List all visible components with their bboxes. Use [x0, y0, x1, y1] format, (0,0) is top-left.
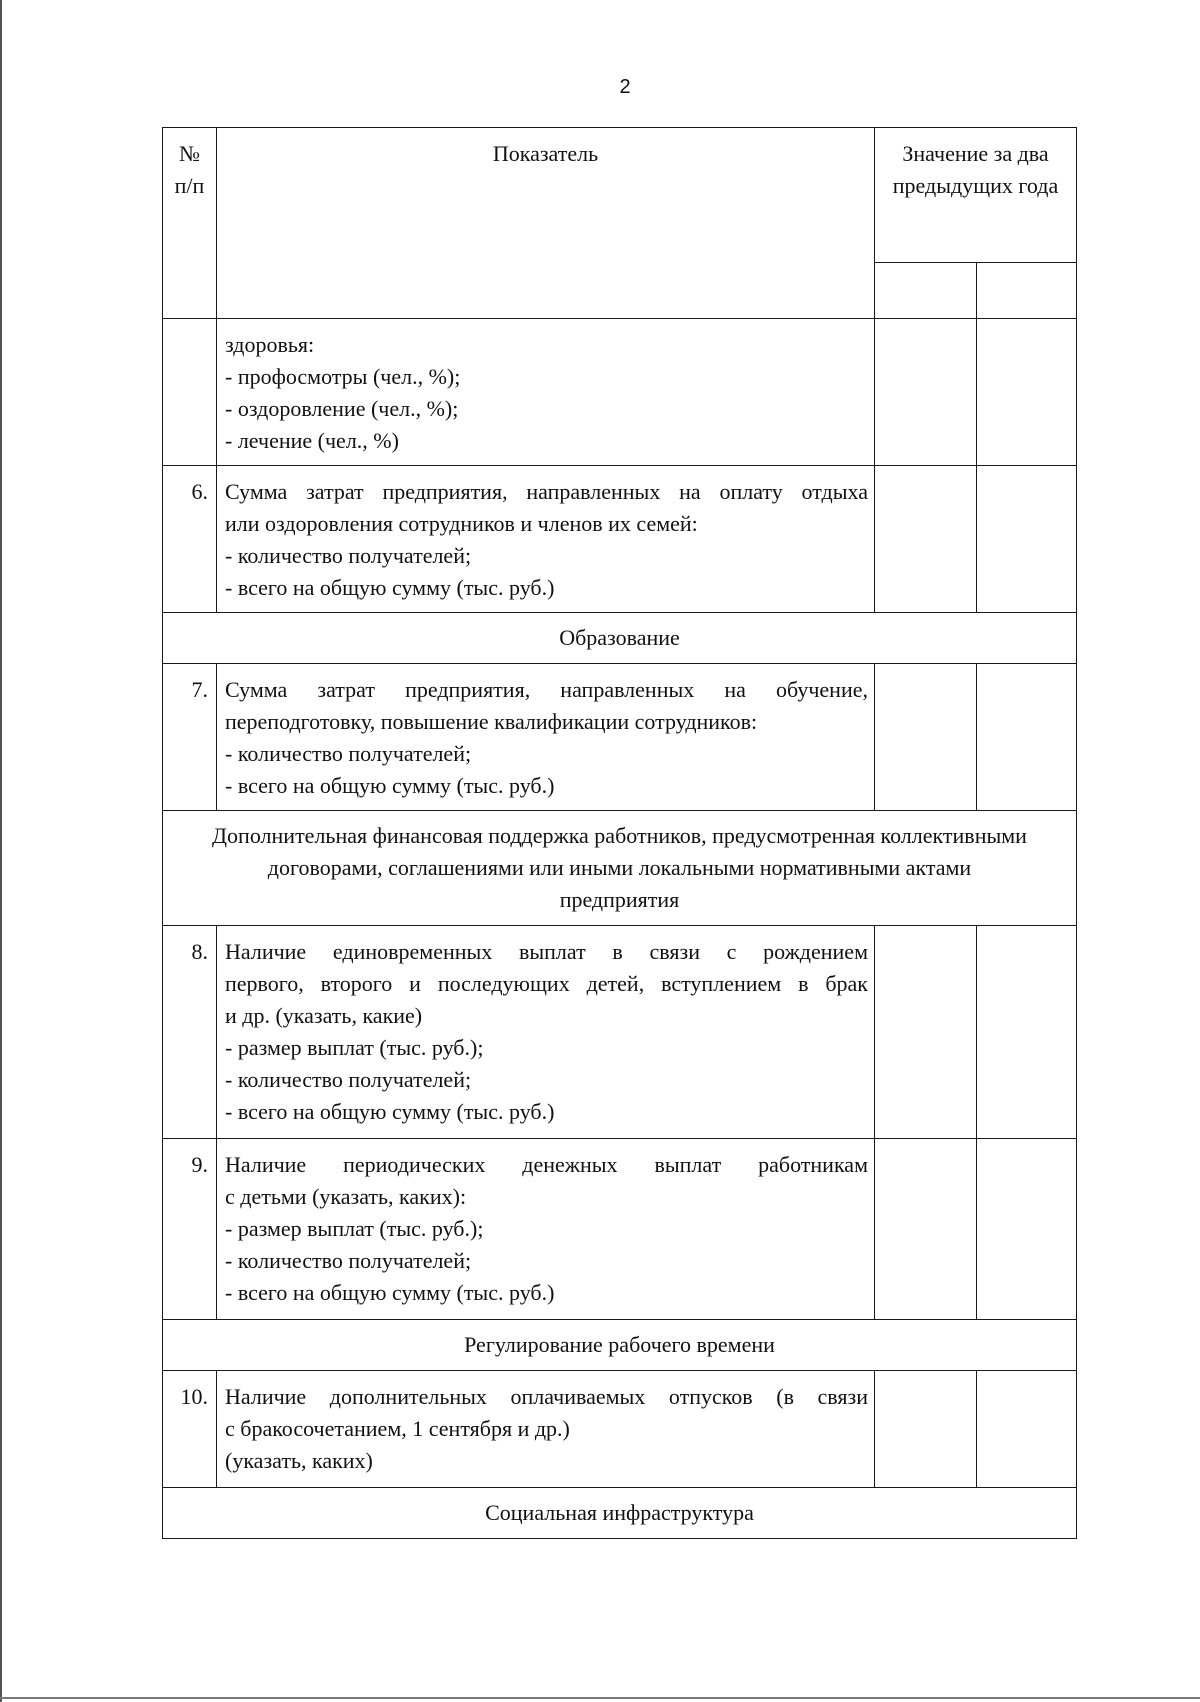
- header-num-sign: №: [179, 141, 200, 166]
- indicator-line: - количество получателей;: [225, 543, 472, 568]
- indicator-line: Наличие дополнительных оплачиваемых отпусков (в связи: [225, 1384, 868, 1409]
- header-year-1-cell: [875, 263, 977, 319]
- scan-edge-bottom: [0, 1697, 1200, 1699]
- value-year-1-cell[interactable]: [875, 466, 977, 613]
- row-indicator: [217, 664, 875, 811]
- indicator-line: - всего на общую сумму (тыс. руб.): [225, 1280, 555, 1305]
- value-year-2-cell[interactable]: [977, 1371, 1077, 1488]
- indicator-line: здоровья:: [225, 332, 315, 357]
- indicator-line: - количество получателей;: [225, 1248, 472, 1273]
- section-title-line: предприятия: [559, 887, 680, 912]
- table-row: [163, 664, 1077, 811]
- indicator-line: - лечение (чел., %): [225, 428, 399, 453]
- section-row: [163, 811, 1077, 926]
- indicator-line: - количество получателей;: [225, 741, 472, 766]
- indicator-line: - количество получателей;: [225, 1067, 472, 1092]
- indicator-line: - размер выплат (тыс. руб.);: [225, 1216, 484, 1241]
- header-year-2-cell: [977, 263, 1077, 319]
- indicator-line: Сумма затрат предприятия, направленных на оплату отдыха: [225, 479, 868, 504]
- value-year-1-cell[interactable]: [875, 1139, 977, 1320]
- header-indicator-cell: [217, 128, 875, 319]
- row-indicator: [217, 466, 875, 613]
- row-indicator: [217, 1371, 875, 1488]
- table-row: [163, 1139, 1077, 1320]
- value-year-2-cell[interactable]: [977, 926, 1077, 1139]
- value-year-2-cell[interactable]: [977, 1139, 1077, 1320]
- section-title-working-time: Регулирование рабочего времени: [163, 1320, 1077, 1371]
- row-number: 6.: [163, 466, 217, 613]
- indicator-line: с детьми (указать, каких):: [225, 1184, 467, 1209]
- indicator-line: - размер выплат (тыс. руб.);: [225, 1035, 484, 1060]
- header-value-line-1: Значение за два: [902, 141, 1049, 166]
- indicator-line: - всего на общую сумму (тыс. руб.): [225, 773, 555, 798]
- value-year-1-cell[interactable]: [875, 664, 977, 811]
- section-title-line: договорами, соглашениями или иными локальными нормативными актами: [267, 855, 972, 880]
- header-value-cell: [875, 128, 1077, 263]
- value-year-2-cell[interactable]: [977, 664, 1077, 811]
- indicator-line: с бракосочетанием, 1 сентября и др.): [225, 1416, 570, 1441]
- indicators-table: [162, 127, 1077, 1539]
- row-indicator: [217, 319, 875, 466]
- indicator-line: Сумма затрат предприятия, направленных на обучение,: [225, 677, 868, 702]
- indicator-line: первого, второго и последующих детей, вступлением в брак: [225, 971, 868, 996]
- row-number: 8.: [163, 926, 217, 1139]
- header-num-abbr: п/п: [174, 173, 205, 198]
- section-row: [163, 1488, 1077, 1539]
- indicator-line: переподготовку, повышение квалификации сотрудников:: [225, 709, 758, 734]
- indicator-line: - оздоровление (чел., %);: [225, 396, 459, 421]
- value-year-1-cell[interactable]: [875, 926, 977, 1139]
- section-title-social-infrastructure: Социальная инфраструктура: [163, 1488, 1077, 1539]
- header-value-line-2: предыдущих года: [892, 173, 1059, 198]
- section-row: [163, 613, 1077, 664]
- value-year-2-cell[interactable]: [977, 466, 1077, 613]
- section-title-education: Образование: [163, 613, 1077, 664]
- row-number: 9.: [163, 1139, 217, 1320]
- table-row: [163, 926, 1077, 1139]
- indicator-line: (указать, каких): [225, 1448, 373, 1473]
- indicator-line: Наличие единовременных выплат в связи с рождением: [225, 939, 868, 964]
- indicator-line: - всего на общую сумму (тыс. руб.): [225, 1099, 555, 1124]
- header-indicator-label: Показатель: [492, 141, 599, 166]
- row-indicator: [217, 926, 875, 1139]
- page-number: 2: [619, 76, 631, 98]
- header-row: [163, 128, 1077, 263]
- table-row: [163, 466, 1077, 613]
- row-number: 7.: [163, 664, 217, 811]
- scan-edge-left: [0, 0, 2, 1702]
- value-year-1-cell[interactable]: [875, 1371, 977, 1488]
- table-row: [163, 319, 1077, 466]
- section-title-line: Дополнительная финансовая поддержка работников, предусмотренная коллективными: [212, 823, 1027, 848]
- indicator-line: - профосмотры (чел., %);: [225, 364, 461, 389]
- row-indicator: [217, 1139, 875, 1320]
- indicator-line: или оздоровления сотрудников и членов их семей:: [225, 511, 698, 536]
- value-year-2-cell[interactable]: [977, 319, 1077, 466]
- header-num-cell: [163, 128, 217, 319]
- row-number: 10.: [163, 1371, 217, 1488]
- value-year-1-cell[interactable]: [875, 319, 977, 466]
- table-row: [163, 1371, 1077, 1488]
- indicator-line: и др. (указать, какие): [225, 1003, 423, 1028]
- indicator-line: Наличие периодических денежных выплат работникам: [225, 1152, 868, 1177]
- indicator-line: - всего на общую сумму (тыс. руб.): [225, 575, 555, 600]
- section-row: [163, 1320, 1077, 1371]
- row-number: [163, 319, 217, 466]
- section-title-financial-support: [163, 811, 1077, 926]
